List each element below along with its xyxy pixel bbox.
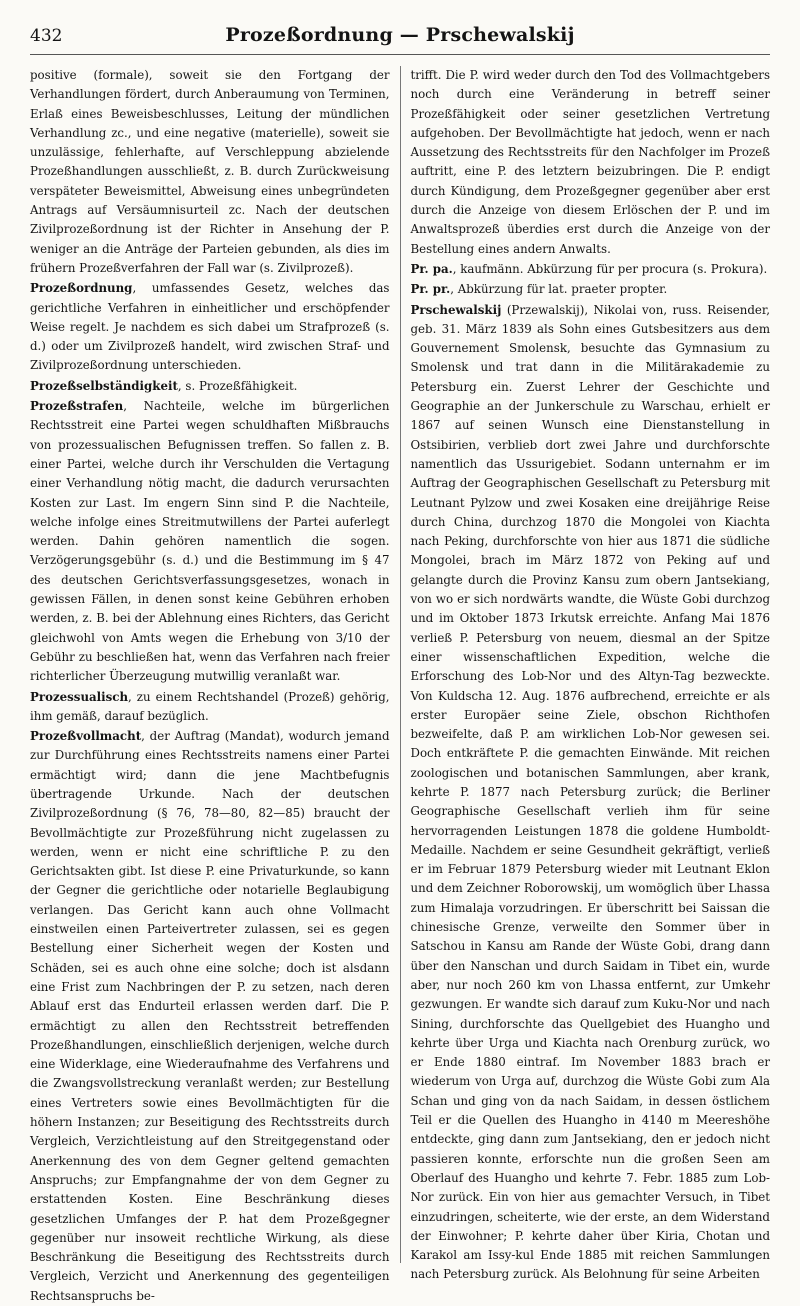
dictionary-entry xyxy=(30,397,390,686)
entry-headword: Pr. pr. xyxy=(410,282,451,297)
entry-text: , kaufmänn. Abkürzung für per procura (s. Prokura). xyxy=(452,261,768,276)
entry-headword: Pr. pa. xyxy=(410,261,453,276)
running-title: Prozeßordnung — Prschewalskij xyxy=(225,24,575,46)
dictionary-entry xyxy=(411,66,771,259)
page-header xyxy=(30,20,770,55)
dictionary-entry xyxy=(30,279,390,375)
dictionary-entry xyxy=(411,280,771,299)
dictionary-entry xyxy=(30,66,390,278)
entry-headword: Prozessualisch xyxy=(30,689,129,704)
entry-text: , Abkürzung für lat. praeter propter. xyxy=(450,282,668,297)
dictionary-entry xyxy=(411,301,771,1285)
entry-text: trifft. Die P. wird weder durch den Tod des Vollmachtgebers noch durch eine Veränderung in betreff seiner Prozeßfähigkeit oder seiner gesetzlichen Vertretung aufgehoben. Der Bevollmächtigte hat jedoch, wenn er nach Aussetzung des Rechtsstreits für den Nachfolger im Prozeß auftritt, eine P. des letztern beizubringen. Die P. endigt durch Kündigung, dem Prozeßgegner gegenüber aber erst durch die Anzeige von diesem Erlöschen der P. und im Anwaltsprozeß überdies erst durch die Anzeige von der Bestellung eines andern Anwalts. xyxy=(410,68,770,256)
dictionary-entry xyxy=(30,727,390,1306)
page-number: 432 xyxy=(30,26,63,46)
entry-text: , der Auftrag (Mandat), wodurch jemand zur Durchführung eines Rechtsstreits namens einer Partei ermächtigt wird; dann die jene Machtbefugnis übertragende Urkunde. Nach der deutschen Zivilprozeßordnung (§ 76, 78—80, 82—85) braucht der Bevollmächtigte zur Prozeßführung nicht zugelassen zu werden, wenn er nicht eine schriftliche P. zu den Gerichtsakten gibt. Ist diese P. eine Privaturkunde, so kann der Gegner die gerichtliche oder notarielle Beglaubigung verlangen. Das Gericht kann auch ohne Vollmacht einstweilen einen Parteivertreter zulassen, sei es gegen Bestellung einer Sicherheit wegen der Kosten und Schäden, sei es auch ohne eine solche; doch ist alsdann eine Frist zum Nachbringen der P. zu setzen, nach deren Ablauf erst das Endurteil erlassen werden darf. Die P. ermächtigt zu allen den Rechtsstreit betreffenden Prozeßhandlungen, einschließlich derjenigen, welche durch eine Widerklage, eine Wiederaufnahme des Verfahrens und die Zwangsvollstreckung veranlaßt werden; zur Bestellung eines Vertreters sowie eines Bevollmächtigten für die höhern Instanzen; zur Beseitigung des Rechtsstreits durch Vergleich, Verzichtleistung auf den Streitgegenstand oder Anerkennung des von dem Gegner geltend gemachten Anspruchs; zur Empfangnahme der von dem Gegner zu erstattenden Kosten. Eine Beschränkung dieses gesetzlichen Umfanges der P. hat dem Prozeßgegner gegenüber nur insoweit rechtliche Wirkung, als diese Beschränkung die Beseitigung des Rechtsstreits durch Vergleich, Verzicht und Anerkennung des gegenteiligen Rechtsanspruchs be- xyxy=(30,729,390,1303)
entry-text: , zu einem Rechtshandel (Prozeß) gehörig, ihm gemäß, darauf bezüglich. xyxy=(30,689,390,723)
column-divider xyxy=(400,66,401,1263)
dictionary-entry xyxy=(30,377,390,396)
left-column xyxy=(30,66,390,1303)
entry-text: (Przewalskij), Nikolai von, russ. Reisender, geb. 31. März 1839 als Sohn eines Gutsbesitzers aus dem Gouvernement Smolensk, besuchte das Gymnasium zu Smolensk und trat dann in die Militärakademie zu Petersburg ein. Zuerst Lehrer der Geschichte und Geographie an der Junkerschule zu Warschau, erhielt er 1867 auf seinen Wunsch eine Dienstanstellung in Ostsibirien, verblieb dort zwei Jahre und durchforschte namentlich das Ussurigebiet. Sodann unternahm er im Auftrag der Geographischen Gesellschaft zu Petersburg mit Leutnant Pylzow und zwei Kosaken eine dreijährige Reise durch China, durchzog 1870 die Mongolei von Kiachta nach Peking, durchforschte von hier aus 1871 die südliche Mongolei, brach im März 1872 von Peking auf und gelangte durch die Provinz Kansu zum obern Jantsekiang, von wo er sich nordwärts wandte, die Wüste Gobi durchzog und im Oktober 1873 Irkutsk erreichte. Anfang Mai 1876 verließ P. Petersburg von neuem, diesmal an der Spitze einer wissenschaftlichen Expedition, welche die Erforschung des Lob-Nor und des Altyn-Tag bezweckte. Von Kuldscha 12. Aug. 1876 aufbrechend, erreichte er als erster Europäer seine Ziele, obschon Richthofen bezweifelte, daß P. am wirklichen Lob-Nor gewesen sei. Doch entkräftete P. die gemachten Einwände. Mit reichen zoologischen und botanischen Sammlungen, aber krank, kehrte P. 1877 nach Petersburg zurück; die Berliner Geographische Gesellschaft verlieh ihm für seine hervorragenden Leistungen 1878 die goldene Humboldt-Medaille. Nachdem er seine Gesundheit gekräftigt, verließ er im Februar 1879 Petersburg wieder mit Leutnant Eklon und dem Zeichner Roborowskij, um womöglich über Lhassa zum Himalaja vorzudringen. Er überschritt bei Saissan die chinesische Grenze, verweilte den Sommer über in Satschou in Kansu am Rande der Wüste Gobi, drang dann über den Nanschan und durch Saidam in Tibet ein, wurde aber, nur noch 260 km von Lhassa entfernt, zur Umkehr gezwungen. Er wandte sich darauf zum Kuku-Nor und nach Sining, durchforschte das Quellgebiet des Huangho und kehrte über Urga und Kiachta nach Orenburg zurück, wo er Ende 1880 eintraf. Im November 1883 brach er wiederum von Urga auf, durchzog die Wüste Gobi zum Ala Schan und ging von da nach Saidam, in dessen östlichem Teil er die Quellen des Huangho in 4140 m Meereshöhe entdeckte, ging dann zum Jantsekiang, den er jedoch nicht passieren konnte, erforschte nun die großen Seen am Oberlauf des Huangho und kehrte 7. Febr. 1885 zum Lob-Nor zurück. Ein von hier aus gemachter Versuch, in Tibet einzudringen, scheiterte, wie der erste, an dem Widerstand der Einwohner; P. kehrte daher über Kiria, Chotan und Karakol am Issy-kul Ende 1885 mit reichen Sammlungen nach Petersburg zurück. Als Belohnung für seine Arbeiten xyxy=(410,302,770,1282)
right-column xyxy=(410,66,771,1282)
text-columns xyxy=(30,66,770,1303)
entry-headword: Prozeßordnung xyxy=(30,281,133,296)
entry-text: positive (formale), soweit sie den Fortgang der Verhandlungen fördert, durch Anberaumung von Terminen, Erlaß eines Beweisbeschlusses, Leitung der mündlichen Verhandlung zc., und eine negative (materielle), soweit sie unzulässige, fehlerhafte, auf Verschleppung abzielende Prozeßhandlungen ausschließt, z. B. durch Zurückweisung verspäteter Beweismittel, Abweisung eines unbegründeten Antrags auf Versäumnisurteil zc. Nach der deutschen Zivilprozeßordnung ist der Richter in Ansehung der P. weniger an die Anträge der Parteien gebunden, als dies im frühern Prozeßverfahren der Fall war (s. Zivilprozeß). xyxy=(30,68,390,275)
entry-text: , umfassendes Gesetz, welches das gerichtliche Verfahren in einheitlicher und erschöpfender Weise regelt. Je nachdem es sich dabei um Strafprozeß (s. d.) oder um Zivilprozeß handelt, wird zwischen Straf- und Zivilprozeßordnung unterschieden. xyxy=(30,281,390,373)
entry-headword: Prozeßstrafen xyxy=(30,399,124,414)
entry-headword: Prozeßvollmacht xyxy=(30,729,142,744)
dictionary-entry xyxy=(411,260,771,279)
dictionary-entry xyxy=(30,688,390,727)
entry-headword: Prozeßselbständigkeit xyxy=(30,378,178,393)
entry-text: , s. Prozeßfähigkeit. xyxy=(177,378,298,393)
entry-text: , Nachteile, welche im bürgerlichen Rechtsstreit eine Partei wegen schuldhaften Mißbrauchs von prozessualischen Befugnissen treffen. So fallen z. B. einer Partei, welche durch ihr Verschulden die Vertagung einer Verhandlung nötig macht, die dadurch verursachten Kosten zur Last. Im engern Sinn sind P. die Nachteile, welche infolge eines Streitmutwillens der Partei auferlegt werden. Dahin gehören namentlich die sogen. Verzögerungsgebühr (s. d.) und die Bestimmung im § 47 des deutschen Gerichtsverfassungsgesetzes, wonach in gewissen Fällen, in denen sonst keine Gebühren erhoben werden, z. B. bei der Ablehnung eines Richters, das Gericht gleichwohl von Amts wegen die Erhebung von 3/10 der Gebühr zu beschließen hat, wenn das Verfahren nach freier richterlicher Überzeugung mutwillig veranlaßt war. xyxy=(30,399,390,684)
entry-headword: Prschewalskij xyxy=(410,302,502,317)
